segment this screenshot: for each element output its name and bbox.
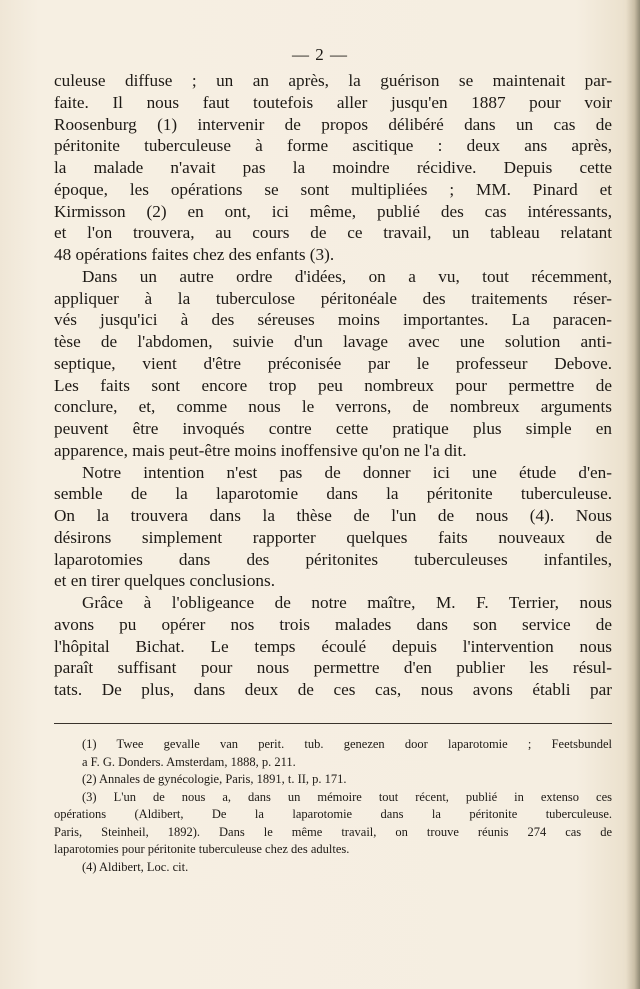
footnote-line: (3) L'un de nous a, dans un mémoire tout récent, publié in extenso ces: [82, 789, 612, 804]
footnote-line: laparotomies pour péritonite tuberculeuse chez des adultes.: [54, 842, 350, 856]
text-line: Roosenburg (1) intervenir de propos délibéré dans un cas de: [54, 114, 612, 134]
text-line: apparence, mais peut-être moins inoffensive qu'on ne l'a dit.: [54, 440, 467, 460]
text-line: vés jusqu'ici à des séreuses moins importantes. La paracen-: [54, 310, 612, 330]
text-line: péritonite tuberculeuse à forme ascitique : deux ans après,: [54, 136, 612, 156]
text-line: l'hôpital Bichat. Le temps écoulé depuis l'intervention nous: [54, 636, 612, 656]
text-line: appliquer à la tuberculose péritonéale des traitements réser-: [54, 288, 612, 308]
text-line: et l'on trouvera, au cours de ce travail, un tableau relatant: [54, 223, 612, 243]
footnotes: [54, 736, 612, 876]
text-line: septique, vient d'être préconisée par le professeur Debove.: [54, 353, 612, 373]
footnote-line: a F. G. Donders. Amsterdam, 1888, p. 211.: [82, 754, 296, 769]
text-line: paraît suffisant pour nous permettre d'en publier les résul-: [54, 658, 612, 678]
text-line: semble de la laparotomie dans la péritonite tuberculeuse.: [54, 484, 612, 504]
text-line: et en tirer quelques conclusions.: [54, 571, 275, 591]
text-line: la malade n'avait pas la moindre récidive. Depuis cette: [54, 158, 612, 177]
footnote-line: (4) Aldibert, Loc. cit.: [82, 859, 189, 874]
footnote-line: (2) Annales de gynécologie, Paris, 1891, t. II, p. 171.: [82, 772, 347, 786]
body-text: [54, 70, 612, 701]
footnote-line: opérations (Aldibert, De la laparotomie dans la péritonite tuberculeuse.: [54, 807, 612, 821]
text-line: 48 opérations faites chez des enfants (3).: [54, 245, 335, 264]
text-line: On la trouvera dans la thèse de l'un de nous (4). Nous: [54, 506, 612, 525]
text-line: Kirmisson (2) en ont, ici même, publié des cas intéressants,: [54, 201, 612, 221]
text-line: Grâce à l'obligeance de notre maître, M. F. Terrier, nous: [82, 593, 612, 612]
text-line: Dans un autre ordre d'idées, on a vu, tout récemment,: [82, 266, 612, 286]
text-line: tats. De plus, dans deux de ces cas, nous avons établi par: [54, 680, 612, 699]
text-line: conclure, et, comme nous le verrons, de nombreux arguments: [54, 397, 612, 417]
text-line: tèse de l'abdomen, suivie d'un lavage avec une solution anti-: [54, 332, 612, 351]
footnote-line: Paris, Steinheil, 1892). Dans le même travail, on trouve réunis 274 cas de: [54, 824, 612, 839]
text-line: avons pu opérer nos trois malades dans son service de: [54, 614, 612, 634]
text-line: Notre intention n'est pas de donner ici une étude d'en-: [82, 462, 612, 482]
footnote-line: (1) Twee gevalle van perit. tub. genezen door laparotomie ; Feetsbundel: [82, 737, 612, 751]
page-edge-shadow: [626, 0, 640, 989]
page-number: — 2 —: [292, 45, 348, 64]
text-line: faite. Il nous faut toutefois aller jusqu'en 1887 pour voir: [54, 92, 612, 112]
text-line: désirons simplement rapporter quelques faits nouveaux de: [54, 527, 612, 547]
footnote-divider: [54, 723, 612, 724]
text-line: culeuse diffuse ; un an après, la guérison se maintenait par-: [54, 71, 612, 90]
text-line: laparotomies dans des péritonites tuberculeuses infantiles,: [54, 549, 612, 569]
text-line: époque, les opérations se sont multipliées ; MM. Pinard et: [54, 179, 612, 199]
text-line: Les faits sont encore trop peu nombreux pour permettre de: [54, 375, 612, 395]
text-line: peuvent être invoqués contre cette pratique plus simple en: [54, 419, 612, 438]
